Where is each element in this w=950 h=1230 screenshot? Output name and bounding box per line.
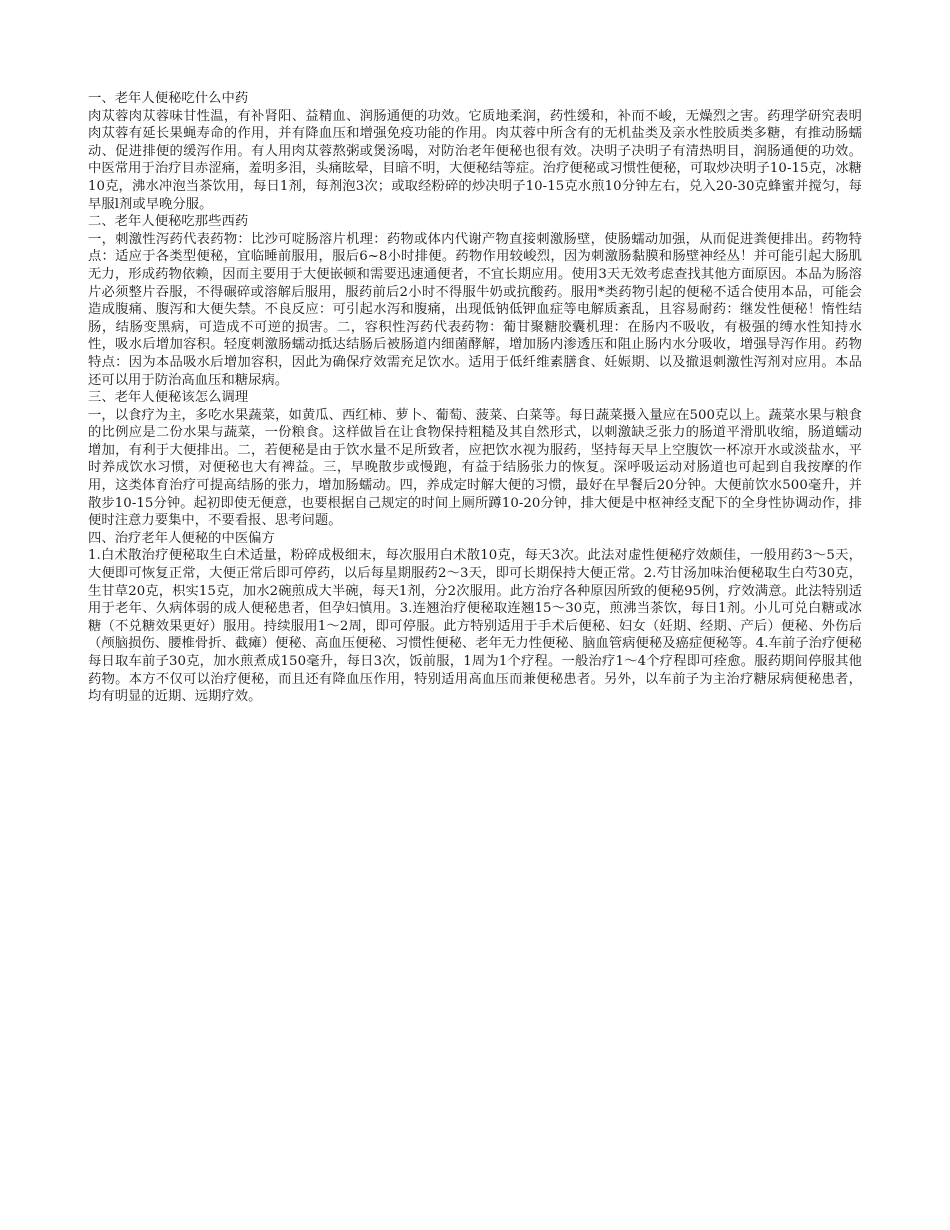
section-heading-2: 二、老年人便秘吃那些西药	[88, 214, 249, 230]
section-body-1: 肉苁蓉肉苁蓉味甘性温，有补肾阳、益精血、润肠通便的功效。它质地柔润，药性缓和，补而不峻，无燥烈之害。药理学研究表明肉苁蓉有延长果蝇寿命的作用，并有降血压和增强免疫功能的作用。肉苁蓉中所含有的无机盐类及亲水性胶质类多糖，有推动肠蠕动、促进排便的缓泻作用。有人用肉苁蓉熬粥或煲汤喝，对防治老年便秘也很有效。决明子决明子有清热明目，润肠通便的功效。中医常用于治疗目赤涩痛，羞明多泪，头痛眩晕，目暗不明，大便秘结等症。治疗便秘或习惯性便秘，可取炒决明子10-15克，冰糖10克，沸水冲泡当茶饮用，每日1剂，每剂泡3次；或取经粉碎的炒决明子10-15克水煎10分钟左右，兑入20-30克蜂蜜并搅匀，每早服l剂或早晚分服。	[88, 108, 862, 212]
document-page	[88, 90, 862, 706]
section-body-4: 1.白术散治疗便秘取生白术适量，粉碎成极细末，每次服用白术散10克，每天3次。此法对虚性便秘疗效颇佳，一般用药3～5天，大便即可恢复正常，大便正常后即可停药，以后每星期服药2～3天，即可长期保持大便正常。2.芍甘汤加味治便秘取生白芍30克，生甘草20克，枳实15克，加水2碗煎成大半碗，每天1剂，分2次服用。此方治疗各种原因所致的便秘95例，疗效满意。此法特别适用于老年、久病体弱的成人便秘患者，但孕妇慎用。3.连翘治疗便秘取连翘15～30克，煎沸当茶饮，每日1剂。小儿可兑白糖或冰糖（不兑糖效果更好）服用。持续服用1～2周，即可停服。此方特别适用于手术后便秘、妇女（妊期、经期、产后）便秘、外伤后（颅脑损伤、腰椎骨折、截瘫）便秘、高血压便秘、习惯性便秘、老年无力性便秘、脑血管病便秘及癌症便秘等。4.车前子治疗便秘每日取车前子30克，加水煎煮成150毫升，每日3次，饭前服，1周为1个疗程。一般治疗1～4个疗程即可痊愈。服药期间停服其他药物。本方不仅可以治疗便秘，而且还有降血压作用，特别适用高血压而兼便秘患者。另外，以车前子为主治疗糖尿病便秘患者，均有明显的近期、远期疗效。	[88, 548, 862, 705]
section-body-3: 一，以食疗为主，多吃水果蔬菜，如黄瓜、西红柿、萝卜、葡萄、菠菜、白菜等。每日蔬菜摄入量应在500克以上。蔬菜水果与粮食的比例应是二份水果与蔬菜，一份粮食。这样做旨在让食物保持粗糙及其自然形式，以刺激缺乏张力的肠道平滑肌收缩，肠道蠕动增加，有利于大便排出。二，若便秘是由于饮水量不足所致者，应把饮水视为服药，坚持每天早上空腹饮一杯凉开水或淡盐水，平时养成饮水习惯，对便秘也大有裨益。三，早晚散步或慢跑，有益于结肠张力的恢复。深呼吸运动对肠道也可起到自我按摩的作用，这类体育治疗可提高结肠的张力，增加肠蠕动。四，养成定时解大便的习惯，最好在早餐后20分钟。大便前饮水500毫升，并散步10-15分钟。起初即使无便意，也要根据自己规定的时间上厕所蹲10-20分钟，排大便是中枢神经支配下的全身性协调动作，排便时注意力要集中，不要看报、思考问题。	[88, 407, 862, 529]
section-heading-4: 四、治疗老年人便秘的中医偏方	[88, 530, 275, 546]
section-body-2: 一，刺激性泻药代表药物：比沙可啶肠溶片机理：药物或体内代谢产物直接刺激肠壁，使肠蠕动加强，从而促进粪便排出。药物特点：适应于各类型便秘，宜临睡前服用，服后6~8小时排便。药物作用较峻烈，因为刺激肠黏膜和肠壁神经丛！并可能引起大肠肌无力，形成药物依赖，因而主要用于大便嵌顿和需要迅速通便者，不宜长期应用。使用3天无效考虑查找其他方面原因。本品为肠溶片必须整片吞服，不得碾碎或溶解后服用，服药前后2小时不得服牛奶或抗酸药。服用*类药物引起的便秘不适合使用本品，可能会造成腹痛、腹泻和大便失禁。不良反应：可引起水泻和腹痛，出现低钠低钾血症等电解质紊乱，且容易耐药：继发性便秘！惰性结肠，结肠变黑病，可造成不可逆的损害。二，容积性泻药代表药物：葡甘聚糖胶囊机理：在肠内不吸收，有极强的缚水性知持水性，吸水后增加容积。轻度刺激肠蠕动抵达结肠后被肠道内细菌酵解，增加肠内渗透压和阻止肠内水分吸收，增强导泻作用。药物特点：因为本品吸水后增加容积，因此为确保疗效需充足饮水。适用于低纤维素膳食、妊娠期、以及撤退刺激性泻剂对应用。本品还可以用于防治高血压和糖尿病。	[88, 231, 862, 388]
section-heading-3: 三、老年人便秘该怎么调理	[88, 390, 249, 406]
section-heading-1: 一、老年人便秘吃什么中药	[88, 91, 249, 106]
